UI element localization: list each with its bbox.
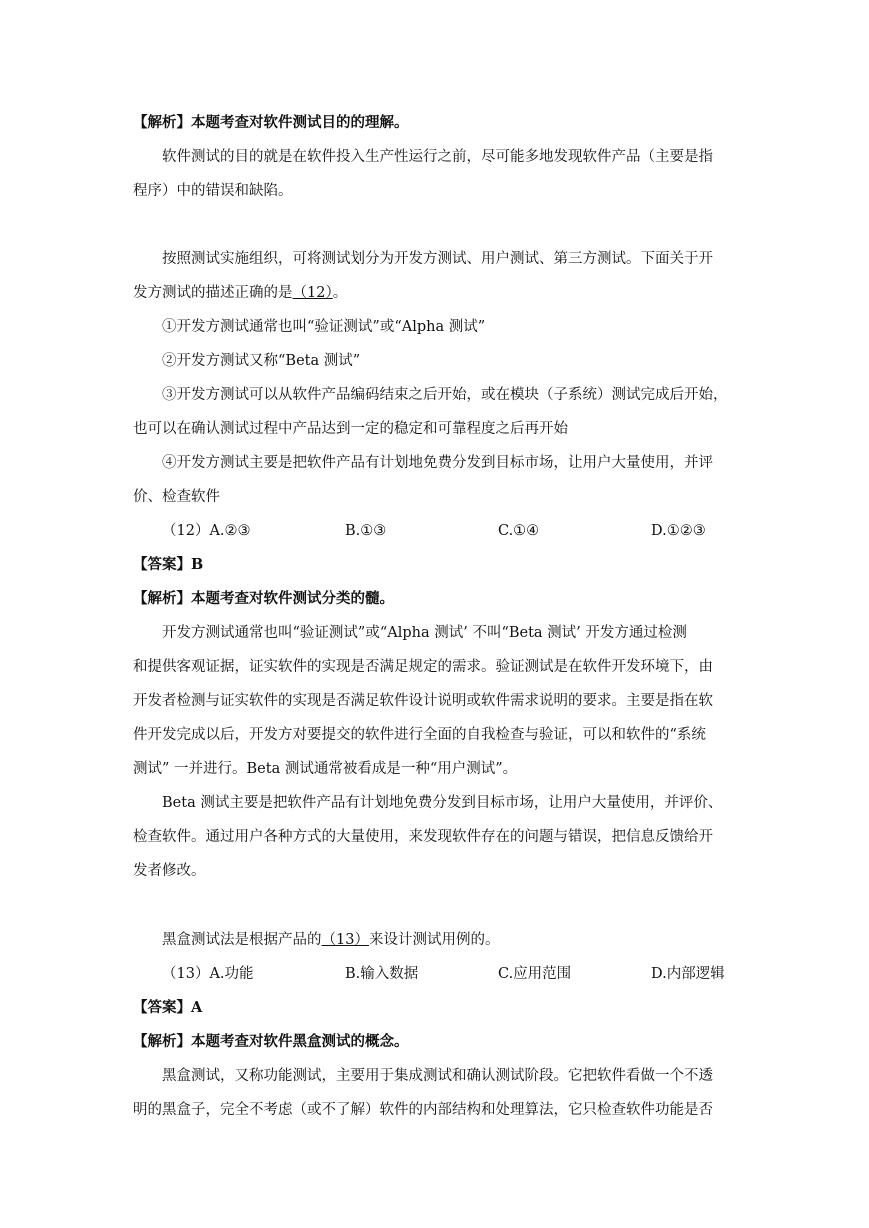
stem-text: 来设计测试用例的。 <box>368 932 500 948</box>
statement-item: ④开发方测试主要是把软件产品有计划地免费分发到目标市场，让用户大量使用，并评 <box>162 455 713 471</box>
statement-item: 价、检查软件 <box>133 489 220 505</box>
answer-blank: （13） <box>321 932 369 948</box>
option-b: B.输入数据 <box>345 966 419 982</box>
question-stem <box>162 930 499 950</box>
answer-label: 【答案】B <box>133 556 204 573</box>
option-b: B.①③ <box>345 523 387 539</box>
paragraph-line: 黑盒测试，又称功能测试，主要用于集成测试和确认测试阶段。它把软件看做一个不透 <box>162 1068 713 1084</box>
paragraph-line: 程序）中的错误和缺陷。 <box>133 183 293 199</box>
question-stem <box>133 283 347 303</box>
paragraph-line: 发者修改。 <box>133 863 206 879</box>
statement-item: ①开发方测试通常也叫“验证测试”或“Alpha 测试” <box>162 319 486 335</box>
analysis-heading: 【解析】本题考查对软件测试目的的理解。 <box>133 114 409 131</box>
stem-text: 。 <box>332 285 348 301</box>
paragraph-line: 开发方测试通常也叫“验证测试”或“Alpha 测试’ 不叫“Beta 测试’ 开发方通过检测 <box>162 625 687 641</box>
question-stem: 按照测试实施组织，可将测试划分为开发方测试、用户测试、第三方测试。下面关于开 <box>162 251 713 267</box>
option-c: C.应用范围 <box>498 966 572 982</box>
paragraph-line: 明的黑盒子，完全不考虑（或不了解）软件的内部结构和处理算法，它只检查软件功能是否 <box>133 1102 713 1118</box>
answer-blank: （12） <box>292 285 333 301</box>
analysis-heading: 【解析】本题考查对软件测试分类的髓。 <box>133 590 394 607</box>
statement-item: 也可以在确认测试过程中产品达到一定的稳定和可靠程度之后再开始 <box>133 421 568 437</box>
paragraph-line: 软件测试的目的就是在软件投入生产性运行之前，尽可能多地发现软件产品（主要是指 <box>162 149 713 165</box>
paragraph-line: 件开发完成以后，开发方对要提交的软件进行全面的自我检查与验证，可以和软件的“系统 <box>133 727 706 743</box>
answer-label: 【答案】A <box>133 999 203 1016</box>
stem-text: 发方测试的描述正确的是 <box>133 285 293 301</box>
stem-text: 黑盒测试法是根据产品的 <box>162 932 322 948</box>
statement-item: ③开发方测试可以从软件产品编码结束之后开始，或在模块（子系统）测试完成后开始， <box>162 387 728 403</box>
paragraph-line: 开发者检测与证实软件的实现是否满足软件设计说明或软件需求说明的要求。主要是指在软 <box>133 693 713 709</box>
paragraph-line: 测试” 一并进行。Beta 测试通常被看成是一种“用户测试”。 <box>133 761 518 777</box>
paragraph-line: Beta 测试主要是把软件产品有计划地免费分发到目标市场，让用户大量使用，并评价、 <box>162 795 723 811</box>
option-d: D.内部逻辑 <box>651 966 725 982</box>
option-a: （13）A.功能 <box>162 966 254 982</box>
statement-item: ②开发方测试又称“Beta 测试” <box>162 353 361 369</box>
option-a: （12）A.②③ <box>162 523 251 539</box>
paragraph-line: 检查软件。通过用户各种方式的大量使用，来发现软件存在的问题与错误，把信息反馈给开 <box>133 829 713 845</box>
paragraph-line: 和提供客观证据，证实软件的实现是否满足规定的需求。验证测试是在软件开发环境下，由 <box>133 659 713 675</box>
analysis-heading: 【解析】本题考查对软件黑盒测试的概念。 <box>133 1033 409 1050</box>
option-d: D.①②③ <box>651 523 706 539</box>
option-c: C.①④ <box>498 523 540 539</box>
